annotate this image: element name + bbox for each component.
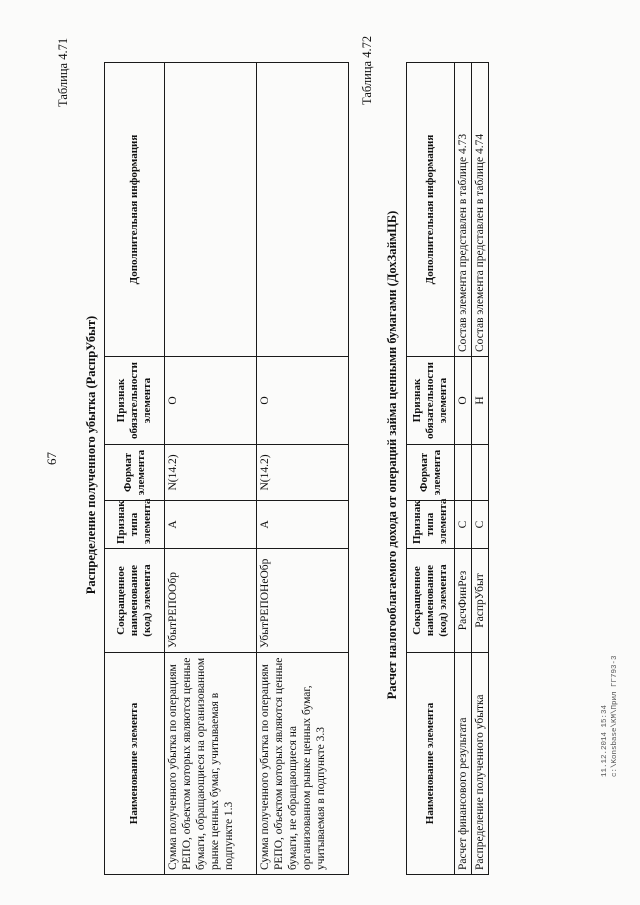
table-caption: Распределение полученного убытка (РаспрУбыт) [84, 315, 98, 595]
header-cell: Формат элемента [407, 445, 455, 501]
table-cell: РасчФинРез [455, 549, 472, 653]
table-cell: Н [472, 357, 489, 445]
table-cell: Состав элемента представлен в таблице 4.73 [455, 63, 472, 357]
table-cell: А [257, 501, 349, 549]
table-label: Таблица 4.72 [360, 35, 374, 105]
page-number: 67 [44, 452, 59, 465]
table-cell [257, 63, 349, 357]
table-cell [165, 63, 257, 357]
stamp-date: 11.12.2014 15:34 [601, 704, 609, 777]
table-row [257, 63, 349, 875]
table-cell: А [165, 501, 257, 549]
table-cell: Распределение полученного убытка [472, 653, 489, 875]
stamp-path: c:\Konsbase\KM\Прил ГГ793-3 [611, 655, 619, 777]
table-cell: Расчет финансового результата [455, 653, 472, 875]
table-cell [455, 445, 472, 501]
header-cell: Формат элемента [105, 445, 165, 501]
table-cell: О [257, 357, 349, 445]
table-row [455, 63, 472, 875]
table-header-row [105, 63, 165, 875]
table-cell: О [455, 357, 472, 445]
table-4-71 [104, 62, 349, 875]
header-cell: Наименование элемента [105, 653, 165, 875]
header-cell: Дополнительная информация [105, 63, 165, 357]
table-label: Таблица 4.71 [56, 37, 70, 107]
table-cell: С [455, 501, 472, 549]
header-cell: Признак типа элемента [105, 501, 165, 549]
table-caption: Расчет налогооблагаемого дохода от операций займа ценными бумагами (ДохЗаймЦБ) [385, 210, 399, 700]
table-row [165, 63, 257, 875]
table-cell: УбытРЕПОНеОбр [257, 549, 349, 653]
table-cell: С [472, 501, 489, 549]
table-cell: N(14.2) [257, 445, 349, 501]
table-cell: Сумма полученного убытка по операциям РЕПО, объектом которых являются ценные бумаги, не обращающиеся на организованном рынке ценных бумаг, учитываемая в подпункте 3.3 [257, 653, 349, 875]
table-cell [472, 445, 489, 501]
header-cell: Признак обязательности элемента [407, 357, 455, 445]
table-cell: Сумма полученного убытка по операциям РЕПО, объектом которых являются ценные бумаги, обращающиеся на организованном рынке ценных бумаг, учитываемая в подпункте 1.3 [165, 653, 257, 875]
table-cell: О [165, 357, 257, 445]
table-header-row [407, 63, 455, 875]
table-cell: РаспрУбыт [472, 549, 489, 653]
table-row [472, 63, 489, 875]
table-4-72 [406, 62, 489, 875]
header-cell: Сокращенное наименование (код) элемента [105, 549, 165, 653]
print-stamp [600, 655, 620, 777]
header-cell: Сокращенное наименование (код) элемента [407, 549, 455, 653]
table-cell: N(14.2) [165, 445, 257, 501]
header-cell: Наименование элемента [407, 653, 455, 875]
header-cell: Признак обязательности элемента [105, 357, 165, 445]
header-cell: Дополнительная информация [407, 63, 455, 357]
table-cell: УбытРЕПООбр [165, 549, 257, 653]
header-cell: Признак типа элемента [407, 501, 455, 549]
table-cell: Состав элемента представлен в таблице 4.74 [472, 63, 489, 357]
